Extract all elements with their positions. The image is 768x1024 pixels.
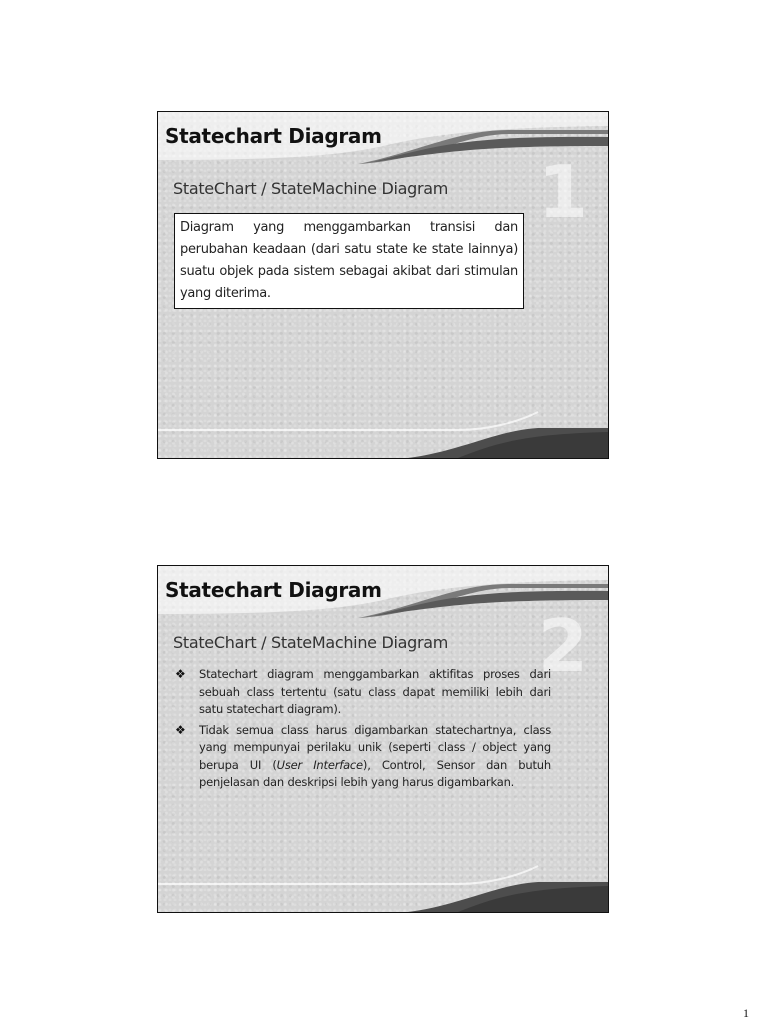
slide-title: Statechart Diagram [165, 578, 382, 602]
definition-box: Diagram yang menggambarkan transisi dan perubahan keadaan (dari satu state ke state lainnya) suatu objek pada sistem sebagai akibat dari stimulan yang diterima. [174, 213, 524, 309]
bullet-list [175, 666, 551, 795]
slide-number-watermark: 2 [537, 604, 588, 688]
slide-subtitle: StateChart / StateMachine Diagram [173, 179, 449, 198]
slide-1 [157, 111, 609, 459]
bullet-item [175, 666, 551, 719]
bullet-text: Tidak semua class harus digambarkan statechartnya, class yang mempunyai perilaku unik (seperti class / object yang berupa UI ( [199, 722, 551, 772]
diamond-bullet-icon: ❖ [175, 667, 186, 681]
bullet-item [175, 722, 551, 792]
slide-number-watermark: 1 [537, 150, 588, 234]
slide-2 [157, 565, 609, 913]
slide-title: Statechart Diagram [165, 124, 382, 148]
bullet-text: ), Control, Sensor dan butuh penjelasan dan deskripsi lebih yang harus digambarkan. [199, 757, 551, 789]
bullet-emphasis: User Interface [276, 757, 363, 772]
bullet-text: Statechart diagram menggambarkan aktifitas proses dari sebuah class tertentu (satu class dapat memiliki lebih dari satu statechart diagram). [199, 667, 551, 716]
diamond-bullet-icon: ❖ [175, 722, 186, 737]
slide-subtitle: StateChart / StateMachine Diagram [173, 633, 449, 652]
page-number: 1 [743, 1006, 749, 1020]
